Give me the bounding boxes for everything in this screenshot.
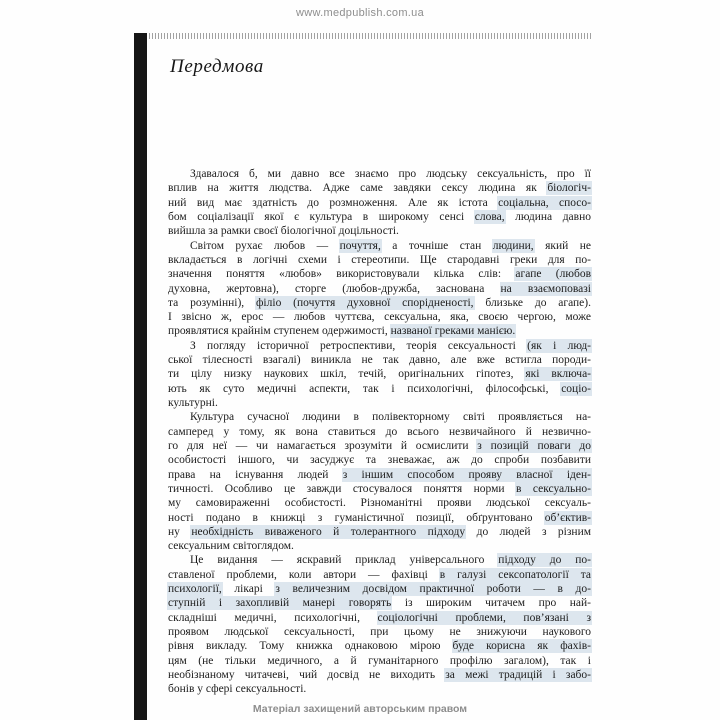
text-segment: бом соціалізації якої є культура в широкому сенсі: [168, 210, 475, 223]
text-line: [168, 181, 591, 195]
text-segment: Це видання — яскравий приклад універсального: [190, 554, 499, 567]
text-segment: культурні.: [168, 397, 218, 409]
text-segment: який не: [533, 239, 592, 252]
text-segment: вийшла за рамки своєї біологічної доцільності.: [168, 225, 399, 238]
ocr-highlight-word: соціо-: [561, 382, 591, 395]
text-line: [168, 396, 591, 410]
ocr-highlight-word: з іншим способом прояву власної іден-: [342, 468, 591, 481]
ornament-tick-strip: [149, 33, 591, 39]
text-line: [168, 439, 591, 453]
text-line: [168, 596, 591, 610]
text-segment: сексуальним світоглядом.: [168, 540, 294, 553]
ocr-highlight-word: необхідність виваженого й толерантного підходу: [191, 525, 466, 538]
text-segment: духовна, жертовна), сторге (любов-дружба, заснована: [168, 282, 501, 295]
text-segment: близьке до агапе).: [473, 296, 591, 309]
ocr-highlight-word: соціальна, спосо-: [498, 196, 591, 209]
text-line: [168, 310, 591, 324]
ocr-highlight-word: названої греками манією.: [390, 325, 516, 338]
ocr-highlight-word: біологіч-: [547, 182, 591, 195]
text-line: [168, 496, 591, 510]
header-url: www.medpublish.com.ua: [296, 7, 424, 19]
text-segment: ти цілу низку наукових шкіл, течій, оригінальних гіпотез,: [168, 368, 526, 381]
ocr-highlight-word: психології,: [168, 583, 222, 596]
text-segment: Здавалося б, ми давно все знаємо про людську сексуальність, про її: [190, 168, 591, 180]
text-line: [168, 267, 591, 281]
ocr-highlight-word: з величезним досвідом практичної роботи — в до-: [275, 583, 591, 596]
text-segment: самперед у тому, як вона ставиться до всього незвичайного й незвично-: [168, 425, 591, 438]
ocr-highlight-word: які включа-: [525, 368, 591, 381]
text-segment: проявом людської сексуальності, при цьому не знижуючи наукового: [168, 626, 591, 638]
text-segment: Культура сучасної людини в полівекторному світі проявляється на-: [190, 411, 591, 424]
text-line: [168, 582, 591, 596]
text-line: [168, 324, 591, 338]
text-segment: до людей з різним: [465, 525, 592, 538]
text-segment: рівня викладу. Тому книжка однаковою мірою: [168, 640, 453, 653]
text-line: [168, 639, 591, 653]
text-segment: вплив на життя людства. Адже саме завдяки сексу людина як: [168, 182, 548, 195]
text-segment: лікарі: [221, 583, 276, 596]
text-line: [168, 367, 591, 381]
text-line: [168, 511, 591, 525]
text-segment: З погляду історичної ретроспективи, теорія сексуальності: [190, 339, 528, 352]
ocr-highlight-word: за межі традицій і забо-: [445, 668, 591, 681]
text-segment: складніші медичні, психологічні,: [168, 611, 378, 624]
text-segment: ну: [168, 525, 192, 538]
text-segment: тичності. Особливо це завжди стосувалося поняття норми: [168, 482, 516, 495]
text-segment: Світом рухає любов —: [190, 239, 340, 252]
text-line: [168, 553, 591, 567]
text-line: [168, 196, 591, 210]
ocr-highlight-word: в галузі сексопатології та: [439, 568, 591, 581]
text-line: [168, 210, 591, 224]
text-line: [168, 611, 591, 625]
text-segment: ставленої проблеми, коли автори — фахівці: [168, 568, 440, 581]
text-line: [168, 468, 591, 482]
text-segment: права на існування людей: [168, 468, 343, 481]
text-segment: ний вид має здатність до розмноження. Але як істота: [168, 196, 499, 209]
text-line: [168, 539, 591, 553]
ocr-highlight-word: буде корисна як фахів-: [452, 640, 591, 653]
page-title: Передмова: [170, 56, 264, 77]
footer-copyright: Матеріал захищений авторським правом: [252, 703, 468, 715]
ocr-highlight-word: з позицій поваги до: [477, 439, 591, 452]
text-line: [168, 525, 591, 539]
text-segment: цям (не тільки медичного, а й гуманітарного профілю загалом), так і: [168, 654, 591, 667]
text-line: [168, 568, 591, 582]
ocr-highlight-word: ступній і захопливій манері говорять: [168, 597, 392, 610]
text-line: [168, 282, 591, 296]
text-segment: бонів у сфері сексуальності.: [168, 683, 307, 696]
ocr-highlight-word: агапе (любов: [515, 268, 591, 281]
text-line: [168, 682, 591, 696]
ocr-highlight-word: слова,: [474, 210, 505, 223]
ocr-highlight-word: (як і люд-: [527, 339, 592, 352]
text-segment: із широким читачем про най-: [391, 597, 592, 610]
ocr-highlight-word: людини,: [492, 239, 534, 252]
ocr-highlight-word: соціологічні проблеми, пов’язані з: [377, 611, 591, 624]
text-line: [168, 339, 591, 353]
text-segment: го для неї — чи намагається зрозуміти й осмислити: [168, 439, 478, 452]
text-line: [168, 410, 591, 424]
text-segment: особистості іншого, чи засуджує та зневажає, аж до спроби позбавити: [168, 454, 591, 467]
text-segment: та розумінні),: [168, 296, 256, 309]
text-segment: людина давно: [504, 210, 591, 223]
ocr-highlight-word: філіо (почуття духовної спорідненості,: [255, 296, 474, 309]
text-line: [168, 482, 591, 496]
text-line: [168, 353, 591, 367]
text-line: [168, 296, 591, 310]
text-line: [168, 453, 591, 467]
ocr-highlight-word: об’єктив-: [544, 511, 591, 524]
text-line: [168, 654, 591, 668]
text-line: [168, 425, 591, 439]
text-segment: ності подано в книжці з гуманістичної позиції, обґрунтовано: [168, 511, 545, 524]
text-segment: І звісно ж, ерос — любов чуттєва, сексуальна, яка, своєю чергою, може: [168, 311, 591, 324]
text-line: [168, 253, 591, 267]
ocr-highlight-word: в сексуально-: [515, 482, 591, 495]
ocr-highlight-word: підходу до по-: [498, 554, 591, 567]
text-line: [168, 239, 591, 253]
text-segment: значення поняття «любов» використовували кілька слів:: [168, 268, 516, 281]
text-segment: необізнаному читачеві, чий досвід не виходить: [168, 668, 446, 681]
text-line: [168, 668, 591, 682]
text-line: [168, 224, 591, 238]
body-text: [168, 167, 591, 697]
text-line: [168, 625, 591, 639]
text-line: [168, 382, 591, 396]
text-segment: вкладається в логічні схеми і стереотипи. Ще стародавні греки для по-: [168, 253, 591, 266]
spine-bar: [134, 33, 147, 720]
text-segment: а точніше стан: [380, 239, 493, 252]
text-segment: му самовираженні особистості. Різноманітні прояви людської сексуаль-: [168, 497, 591, 510]
text-segment: ють як суто медичні аспекти, так і психологічні, філософські,: [168, 382, 562, 395]
text-line: [168, 167, 591, 181]
ocr-highlight-word: на взаємоповазі: [500, 282, 591, 295]
text-segment: ської тілесності взагалі) виникла не так давно, але вже встигла породи-: [168, 354, 591, 367]
text-segment: проявлятися крайнім ступенем одержимості,: [168, 325, 391, 338]
ocr-highlight-word: почуття,: [339, 239, 381, 252]
